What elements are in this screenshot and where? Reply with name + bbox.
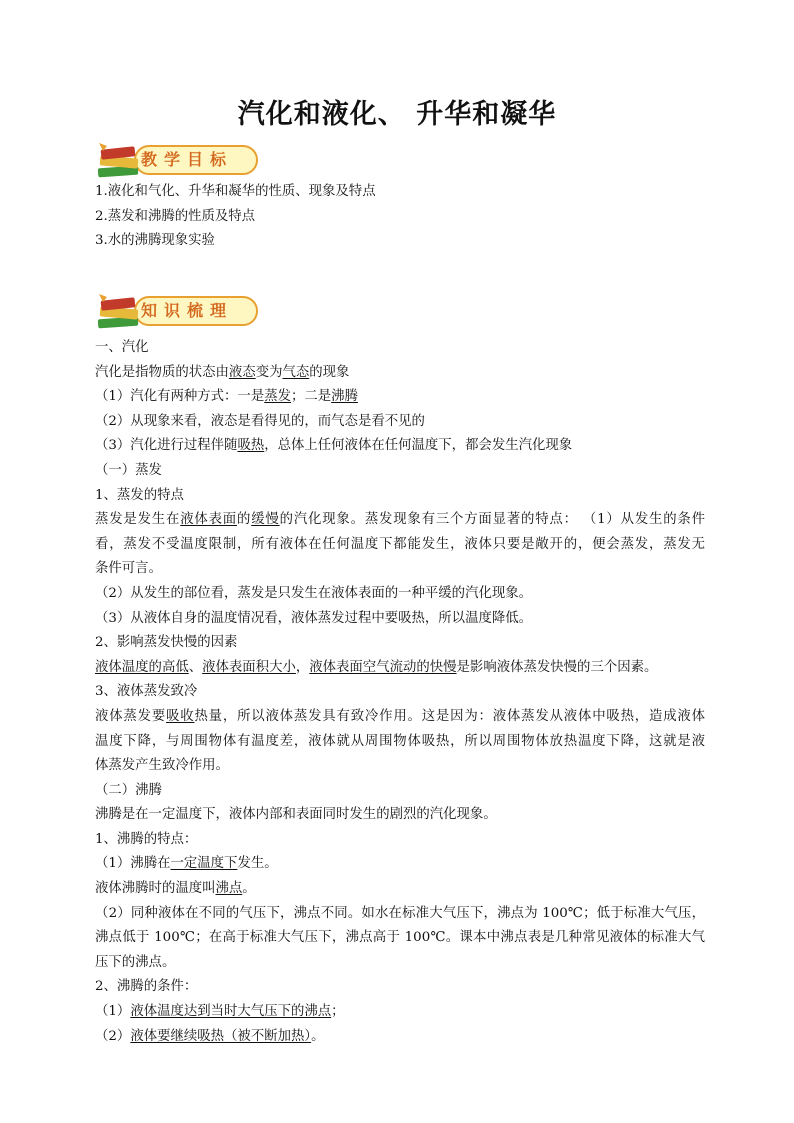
underlined-term: 液体表面 bbox=[180, 512, 238, 528]
text-line bbox=[95, 803, 705, 828]
text-line bbox=[95, 361, 705, 386]
text-segment: 汽化是指物质的状态由 bbox=[95, 364, 229, 380]
text-line bbox=[95, 557, 705, 582]
text-line bbox=[95, 754, 705, 779]
text-segment: （2） bbox=[95, 1028, 131, 1044]
text-line bbox=[95, 1000, 705, 1025]
text-line bbox=[95, 975, 705, 1000]
text-line bbox=[95, 730, 705, 755]
underlined-term: 吸收 bbox=[166, 708, 195, 724]
text-segment: 的汽化现象。蒸发现象有三个方面显著的特点： （1）从发生的条件 bbox=[279, 512, 705, 528]
text-line bbox=[95, 705, 705, 730]
text-line bbox=[95, 484, 705, 509]
text-segment: 2、影响蒸发快慢的因素 bbox=[95, 635, 238, 651]
text-segment: （2）同种液体在不同的气压下，沸点不同。如水在标准大气压下，沸点为 100℃；低于标准大气压， bbox=[95, 905, 705, 921]
text-segment: ；二是 bbox=[291, 389, 332, 405]
text-line bbox=[95, 607, 705, 632]
text-segment: 的 bbox=[237, 512, 252, 528]
text-line bbox=[95, 434, 705, 459]
text-segment: 。 bbox=[242, 881, 256, 897]
underlined-term: 沸腾 bbox=[331, 389, 358, 405]
text-segment: 1、沸腾的特点： bbox=[95, 831, 198, 847]
text-line bbox=[95, 828, 705, 853]
text-line bbox=[95, 410, 705, 435]
text-line bbox=[95, 680, 705, 705]
goal-item: 2.蒸发和沸腾的性质及特点 bbox=[95, 208, 256, 224]
text-line bbox=[95, 459, 705, 484]
underlined-term: 缓慢 bbox=[251, 512, 280, 528]
section-title-knowledge: 知识梳理 bbox=[141, 301, 234, 320]
underlined-term: 一定温度下 bbox=[170, 856, 238, 872]
text-segment: （1） bbox=[95, 1004, 131, 1020]
text-segment: 体蒸发产生致冷作用。 bbox=[95, 758, 229, 774]
goal-item: 3.水的沸腾现象实验 bbox=[95, 233, 215, 249]
text-line bbox=[95, 582, 705, 607]
knowledge-content bbox=[95, 336, 705, 1049]
text-segment: 1、蒸发的特点 bbox=[95, 487, 184, 503]
goal-item: 1.液化和气化、升华和凝华的性质、现象及特点 bbox=[95, 184, 376, 199]
text-segment: 的现象 bbox=[309, 364, 350, 380]
text-segment: （2）从现象来看，液态是看得见的，而气态是看不见的 bbox=[95, 413, 425, 429]
text-line bbox=[95, 508, 705, 533]
text-segment: 压下的沸点。 bbox=[95, 954, 176, 970]
text-segment: 发生。 bbox=[237, 856, 278, 872]
text-line bbox=[95, 631, 705, 656]
underlined-term: 液体温度达到当时大气压下的沸点 bbox=[130, 1004, 332, 1020]
text-segment: 看，蒸发不受温度限制，所有液体在任何温度下都能发生，液体只要是敞开的，便会蒸发，蒸发无 bbox=[95, 536, 705, 552]
text-segment: ， bbox=[295, 659, 310, 675]
underlined-term: 液体温度的高低 bbox=[95, 659, 189, 675]
underlined-term: 液体表面空气流动的快慢 bbox=[309, 659, 457, 675]
text-segment: （3）从液体自身的温度情况看，液体蒸发过程中要吸热，所以温度降低。 bbox=[95, 610, 533, 626]
text-segment: 温度下降，与周围物体有温度差，液体就从周围物体吸热，所以周围物体放热温度下降，这就是液 bbox=[95, 733, 705, 749]
text-segment: （3）汽化进行过程伴随 bbox=[95, 438, 238, 454]
text-segment: 变为 bbox=[255, 364, 283, 380]
text-line bbox=[95, 902, 705, 927]
underlined-term: 吸热 bbox=[237, 438, 265, 454]
text-segment: （二）沸腾 bbox=[95, 782, 162, 798]
text-segment: 2、沸腾的条件： bbox=[95, 979, 198, 995]
text-line bbox=[95, 656, 705, 681]
text-segment: 沸腾是在一定温度下，液体内部和表面同时发生的剧烈的汽化现象。 bbox=[95, 807, 497, 823]
text-segment: ，总体上任何液体在任何温度下，都会发生汽化现象 bbox=[264, 438, 573, 454]
goals-list bbox=[95, 180, 705, 254]
text-segment: 液体沸腾时的温度叫 bbox=[95, 881, 216, 897]
text-segment: （1）沸腾在 bbox=[95, 856, 171, 872]
text-segment: 。 bbox=[311, 1028, 325, 1044]
section-header-goals bbox=[95, 140, 265, 184]
text-line bbox=[95, 852, 705, 877]
text-segment: 一、汽化 bbox=[95, 340, 149, 355]
text-line bbox=[95, 533, 705, 558]
text-line bbox=[95, 877, 705, 902]
page-title: 汽化和液化、 升华和凝华 bbox=[237, 99, 557, 130]
text-segment: （1）汽化有两种方式：一是 bbox=[95, 389, 265, 405]
text-line bbox=[95, 336, 705, 361]
text-segment: 沸点低于 100℃；在高于标准大气压下，沸点高于 100℃。课本中沸点表是几种常见液体的标准大气 bbox=[95, 930, 705, 946]
text-segment: 液体蒸发要 bbox=[95, 708, 167, 724]
text-segment: 条件可言。 bbox=[95, 561, 162, 577]
text-line bbox=[95, 926, 705, 951]
underlined-term: 气态 bbox=[282, 364, 310, 380]
text-segment: 3、液体蒸发致冷 bbox=[95, 684, 198, 700]
text-segment: （一）蒸发 bbox=[95, 462, 162, 478]
section-header-knowledge bbox=[95, 291, 265, 335]
text-segment: 是影响液体蒸发快慢的三个因素。 bbox=[456, 659, 658, 675]
underlined-term: 沸点 bbox=[215, 881, 243, 897]
text-segment: ； bbox=[331, 1004, 345, 1020]
text-segment: 、 bbox=[188, 659, 203, 675]
text-segment: （2）从发生的部位看，蒸发是只发生在液体表面的一种平缓的汽化现象。 bbox=[95, 585, 533, 601]
underlined-term: 液体要继续吸热（被不断加热） bbox=[130, 1028, 312, 1044]
underlined-term: 液体表面积大小 bbox=[202, 659, 296, 675]
text-line bbox=[95, 385, 705, 410]
text-line bbox=[95, 951, 705, 976]
underlined-term: 蒸发 bbox=[264, 389, 291, 405]
section-title-goals: 教学目标 bbox=[141, 150, 234, 169]
text-segment: 蒸发是发生在 bbox=[95, 512, 181, 528]
text-segment: 热量，所以液体蒸发具有致冷作用。这是因为：液体蒸发从液体中吸热，造成液体 bbox=[194, 708, 705, 724]
underlined-term: 液态 bbox=[228, 364, 256, 380]
text-line bbox=[95, 779, 705, 804]
text-line bbox=[95, 1025, 705, 1050]
